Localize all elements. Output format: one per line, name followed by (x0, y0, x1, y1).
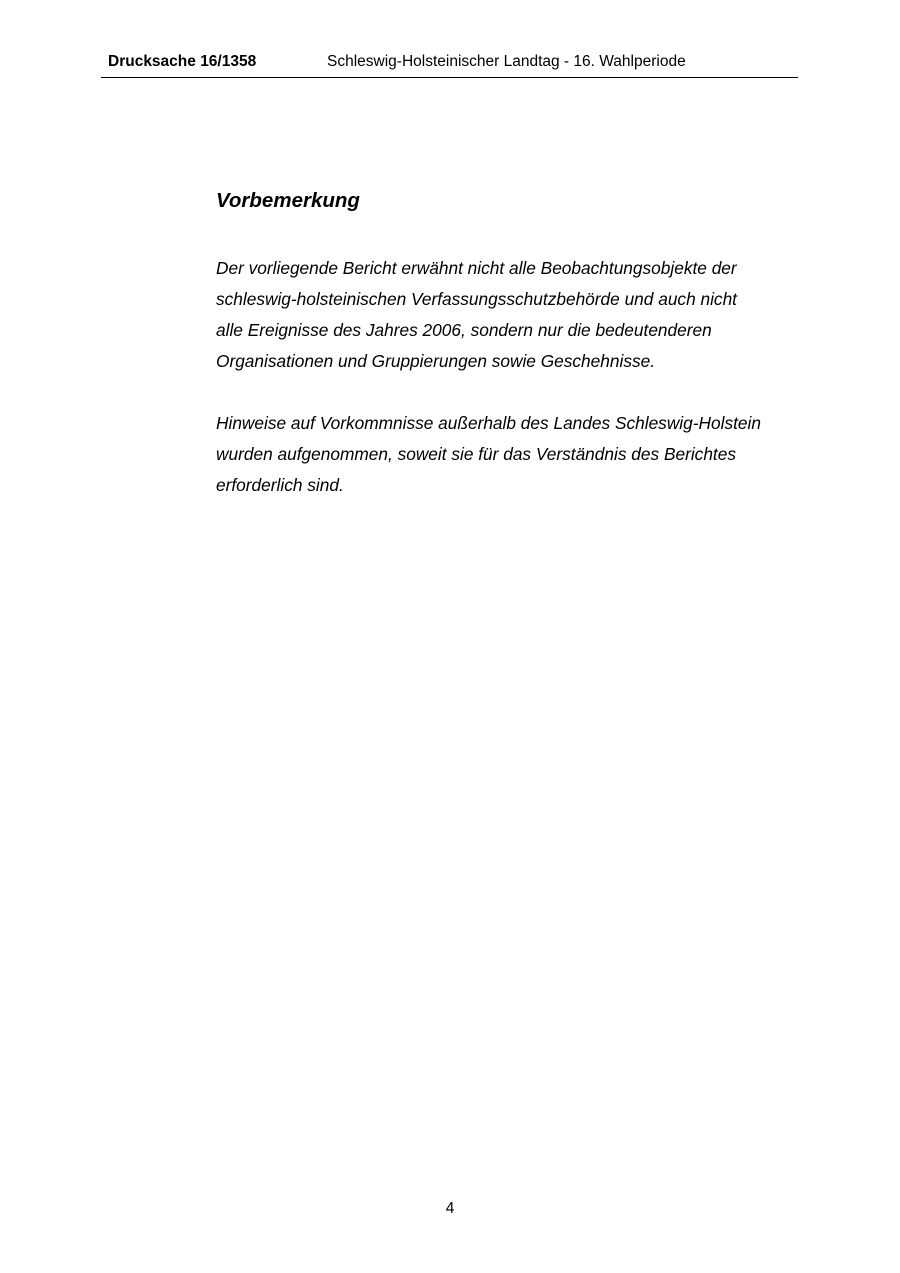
paragraph (216, 408, 806, 501)
page-number: 4 (445, 1200, 455, 1217)
text-line: wurden aufgenommen, soweit sie für das Verständnis des Berichtes (216, 444, 736, 464)
document-number: Drucksache 16/1358 (108, 53, 257, 70)
main-content (216, 186, 806, 501)
text-line: alle Ereignisse des Jahres 2006, sondern nur die bedeutenderen (216, 320, 712, 340)
text-line: Organisationen und Gruppierungen sowie Geschehnisse. (216, 351, 656, 371)
text-line: Hinweise auf Vorkommnisse außerhalb des Landes Schleswig-Holstein (216, 413, 761, 433)
text-line: erforderlich sind. (216, 475, 344, 495)
text-line: schleswig-holsteinischen Verfassungsschutzbehörde und auch nicht (216, 289, 737, 309)
text-line: Der vorliegende Bericht erwähnt nicht alle Beobachtungsobjekte der (216, 258, 737, 278)
paragraph (216, 253, 806, 377)
page-header (101, 52, 798, 78)
header-title: Schleswig-Holsteinischer Landtag - 16. Wahlperiode (327, 53, 686, 70)
section-heading: Vorbemerkung (216, 189, 360, 212)
